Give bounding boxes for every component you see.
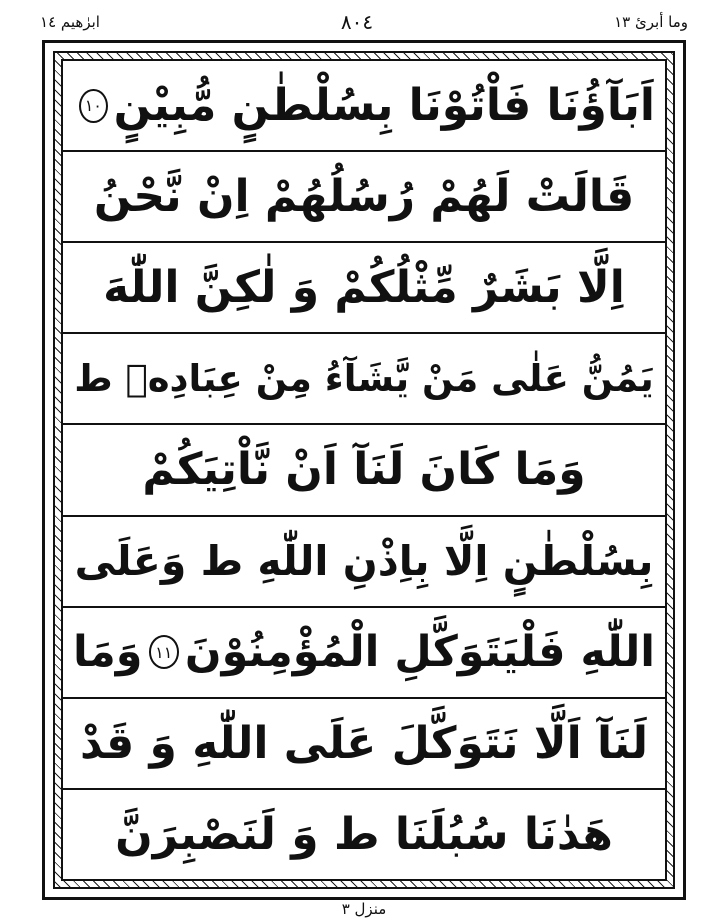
manzil-footer: منزل ٣ <box>341 900 387 918</box>
text-line <box>63 517 665 608</box>
page-header <box>40 8 688 36</box>
frame-border-pattern <box>53 51 675 889</box>
text-line <box>63 699 665 790</box>
text-panel <box>61 59 667 881</box>
text-line <box>63 608 665 699</box>
text-line <box>63 790 665 879</box>
page-number: ٨٠٤ <box>340 10 374 34</box>
line-text: اَبَآؤُنَا فَاْتُوْنَا بِسُلْطٰنٍ مُّبِيْنٍ <box>113 80 655 132</box>
surah-label: ابرٰهیم ١٤ <box>40 13 100 31</box>
text-line <box>63 243 665 334</box>
text-line <box>63 334 665 425</box>
line-text: يَمُنُّ عَلٰى مَنْ يَّشَآءُ مِنْ عِبَادِهٖ ط <box>74 357 654 401</box>
line-text: بِسُلْطٰنٍ اِلَّا بِاِذْنِ اللّٰهِ ط وَعَلَى <box>74 537 654 586</box>
text-line <box>63 425 665 516</box>
line-text: لَنَآ اَلَّا نَتَوَكَّلَ عَلَى اللّٰهِ وَ قَدْ <box>79 717 649 769</box>
line-text: هَدٰنَا سُبُلَنَا ط وَ لَنَصْبِرَنَّ <box>115 808 613 860</box>
ornamental-frame <box>42 40 686 900</box>
line-text: وَمَا كَانَ لَنَآ اَنْ نَّاْتِيَكُمْ <box>142 444 586 496</box>
text-line <box>63 152 665 243</box>
juz-label: وما أبرئ ١٣ <box>614 13 688 31</box>
line-text: اِلَّا بَشَرٌ مِّثْلُكُمْ وَ لٰكِنَّ اللّٰهَ <box>103 262 625 314</box>
text-line <box>63 61 665 152</box>
line-text-tail: وَمَا <box>73 627 143 678</box>
ayah-number-marker: ١٠ <box>79 89 108 123</box>
line-text: قَالَتْ لَهُمْ رُسُلُهُمْ اِنْ نَّحْنُ <box>93 171 635 223</box>
ayah-number-marker: ١١ <box>149 635 179 669</box>
line-text: اللّٰهِ فَلْيَتَوَكَّلِ الْمُؤْمِنُوْنَ <box>184 627 655 678</box>
